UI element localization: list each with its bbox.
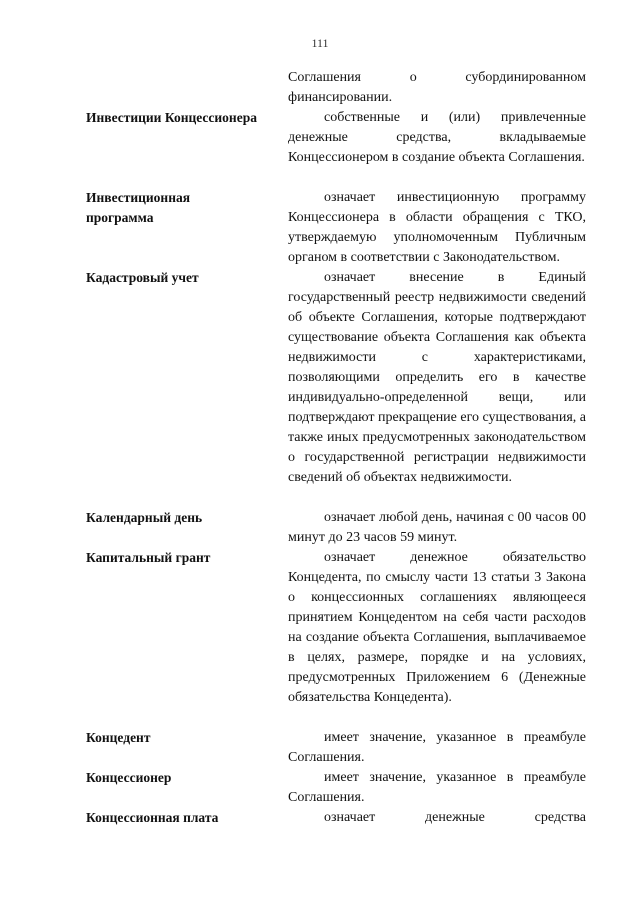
definition-continuation: Соглашения о субординированном финансировании. — [288, 70, 586, 105]
term-calendar-day: Календарный день — [86, 510, 203, 525]
term-concessionaire: Концессионер — [86, 770, 172, 785]
page-number: 111 — [311, 36, 329, 50]
definition-grantor: имеет значение, указанное в преамбуле Соглашения. — [288, 730, 586, 765]
term-investments: Инвестиции Концессионера — [86, 110, 257, 125]
term-cadastral: Кадастровый учет — [86, 270, 199, 285]
term-investment-program: Инвестиционная программа — [86, 190, 191, 225]
term-capital-grant: Капитальный грант — [86, 550, 211, 565]
term-concession-fee: Концессионная плата — [86, 810, 219, 825]
definition-investments: собственные и (или) привлеченные денежные средства, вкладываемые Концессионером в создание объекта Соглашения. — [288, 110, 586, 165]
definition-calendar-day: означает любой день, начиная с 00 часов 00 минут до 23 часов 59 минут. — [288, 510, 586, 545]
definition-cadastral: означает внесение в Единый государственный реестр недвижимости сведений об объекте Соглашения, которые подтверждают существование объекта Соглашения как объекта недвижимости с характеристиками, позволяющими определить его в качестве индивидуально-определенной вещи, или подтверждают прекращение его существования, а также иных предусмотренных законодательством о государственной регистрации недвижимости сведений об объектах недвижимости. — [288, 270, 586, 485]
term-grantor: Концедент — [86, 730, 151, 745]
definition-concession-fee: означает денежные средства — [324, 810, 586, 825]
definition-investment-program: означает инвестиционную программу Концессионера в области обращения с ТКО, утверждаемую уполномоченным Публичным органом в соответствии с Законодательством. — [288, 190, 586, 265]
definition-concessionaire: имеет значение, указанное в преамбуле Соглашения. — [288, 770, 586, 805]
definition-capital-grant: означает денежное обязательство Концедента, по смыслу части 13 статьи 3 Закона о концессионных соглашениях являющееся принятием Концедентом на себя части расходов на создание объекта Соглашения, выплачиваемое в целях, размере, порядке и на условиях, предусмотренных Приложением 6 (Денежные обязательства Концедента). — [288, 550, 586, 705]
